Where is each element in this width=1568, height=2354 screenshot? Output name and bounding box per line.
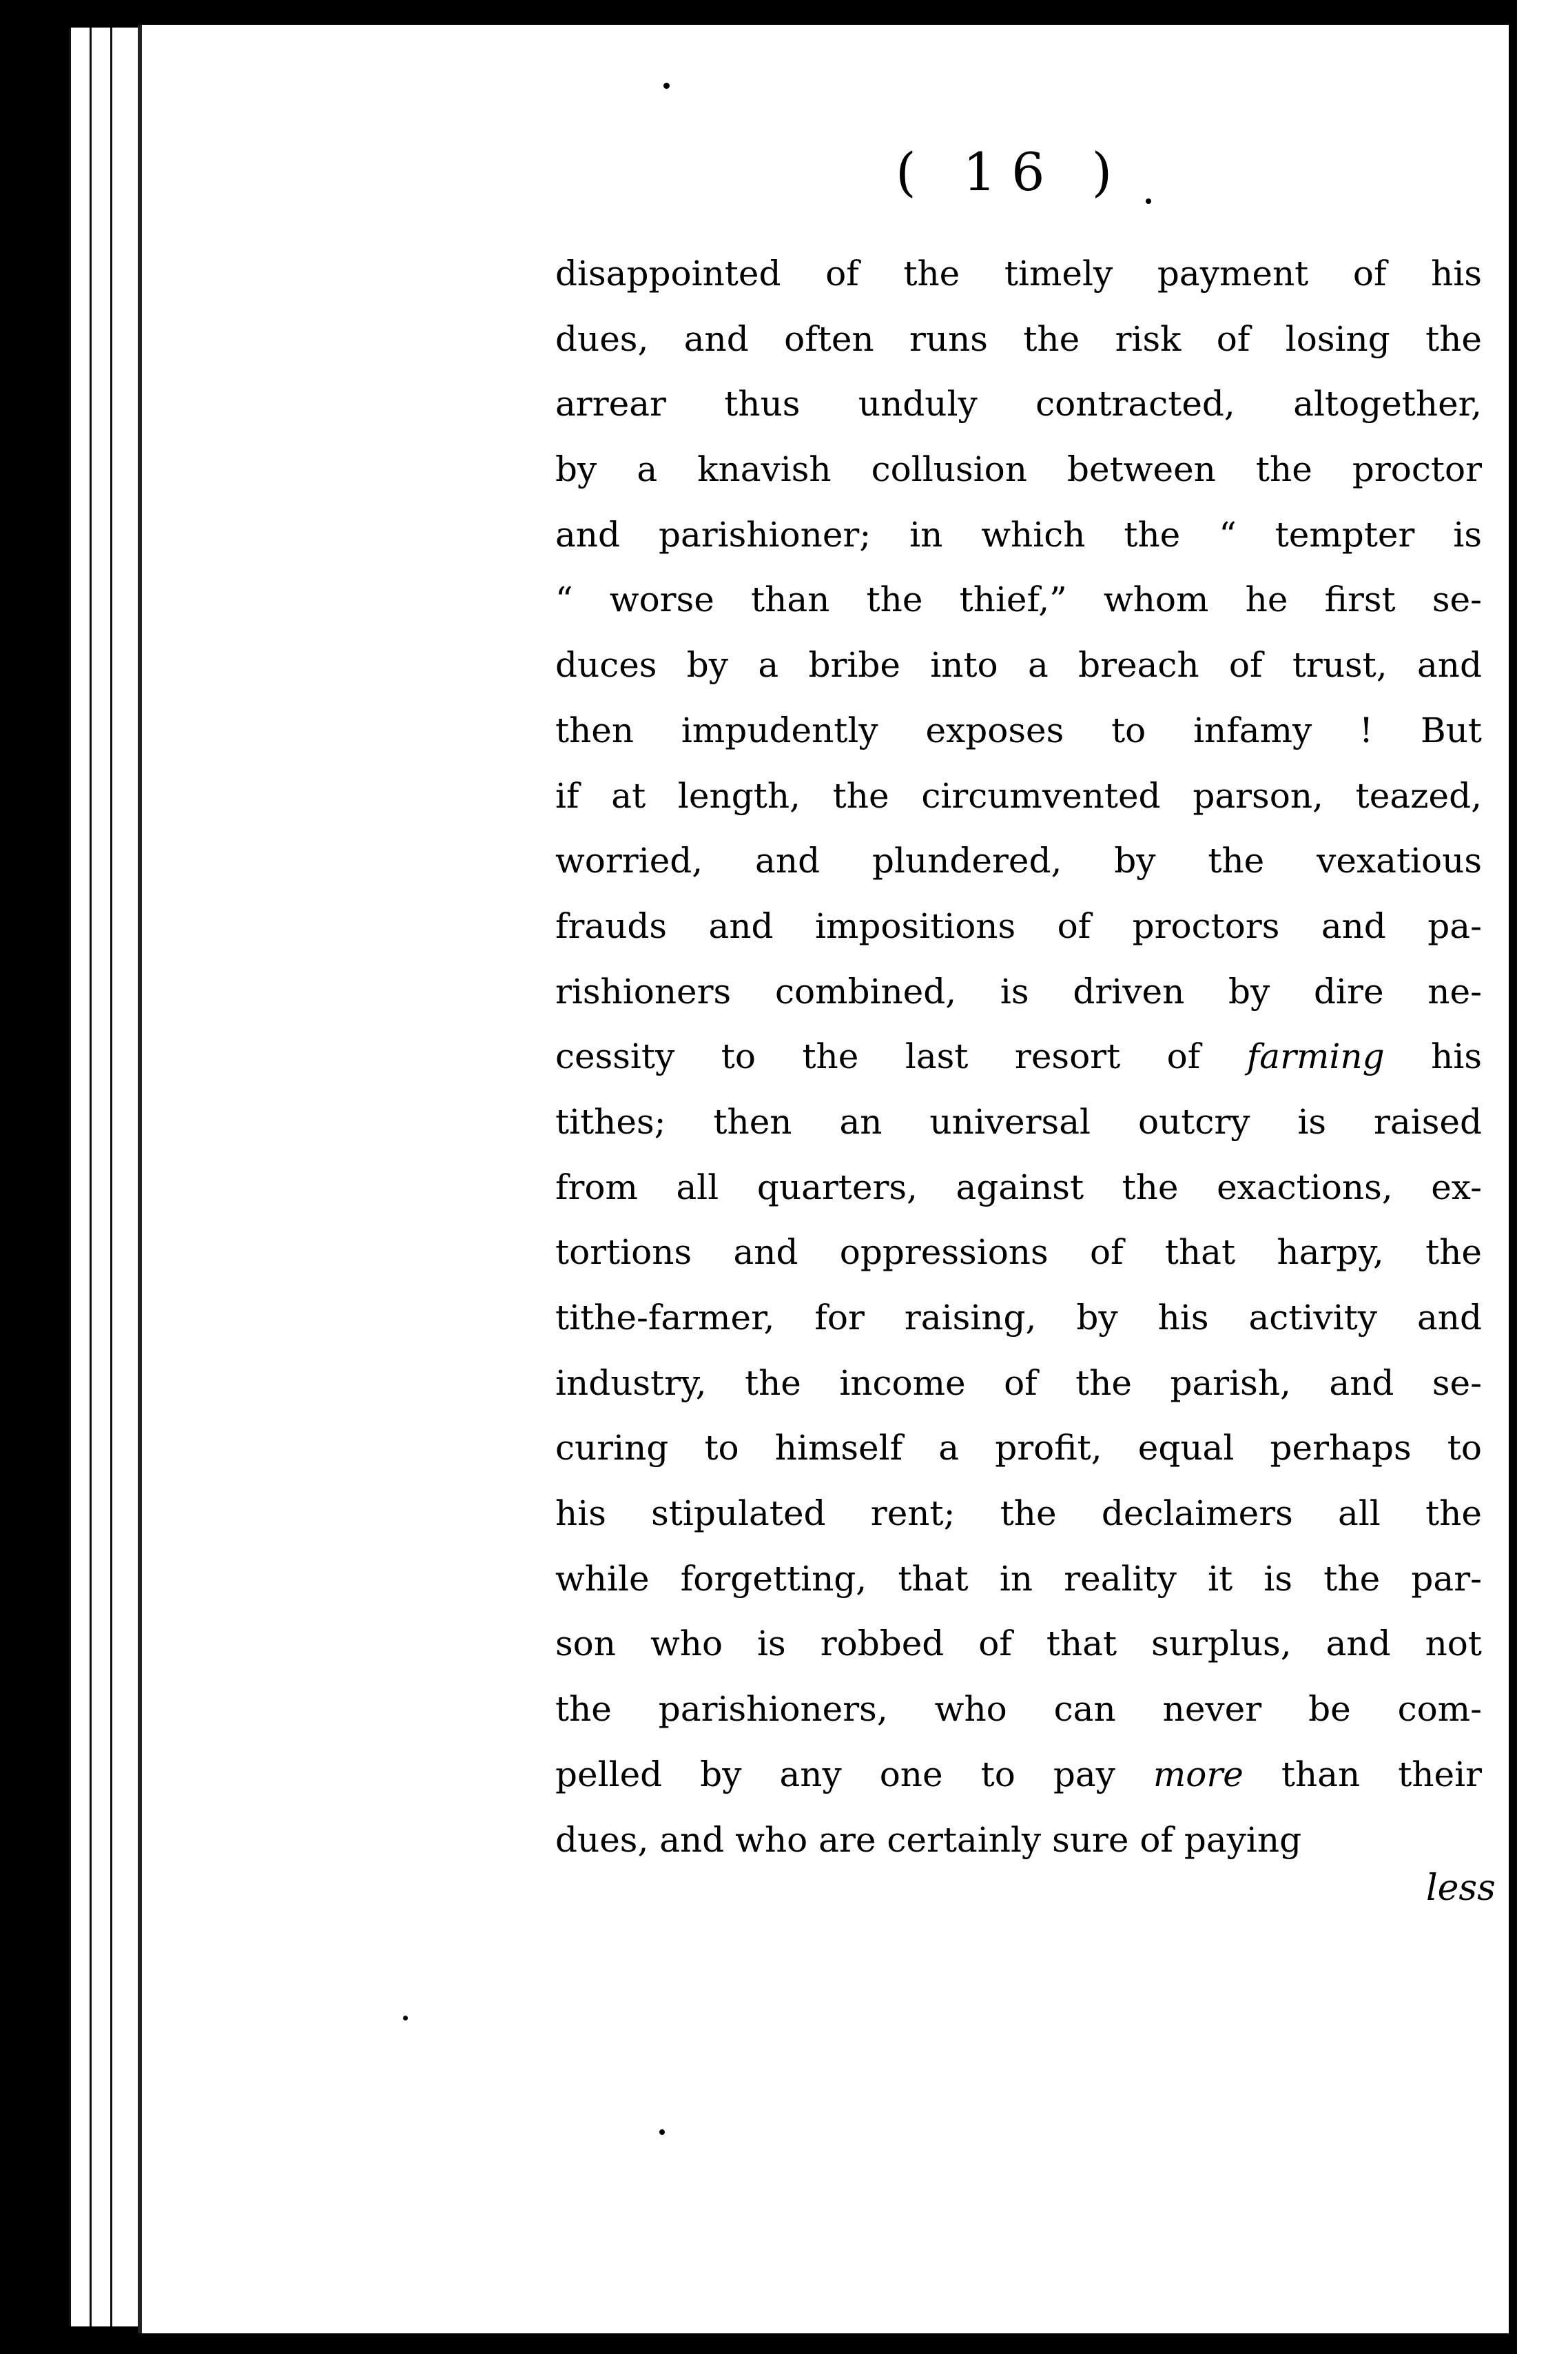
text-run: his stipulated rent; the declaimers all the — [555, 1493, 1482, 1534]
text-line — [555, 1481, 1482, 1546]
text-line — [555, 1285, 1482, 1351]
italic-word: more — [1153, 1754, 1244, 1794]
text-line — [555, 1611, 1482, 1677]
text-run: tithes; then an universal outcry is raised — [555, 1101, 1482, 1142]
text-run: disappointed of the timely payment of his — [555, 254, 1482, 294]
catchword: less — [1426, 1867, 1496, 1909]
text-run: than their — [1243, 1754, 1483, 1794]
text-run: frauds and impositions of proctors and pa- — [555, 905, 1482, 946]
text-run: then impudently exposes to infamy ! But — [555, 710, 1482, 750]
page-stack-edge — [110, 28, 140, 2326]
text-run: tortions and oppressions of that harpy, the — [555, 1232, 1482, 1273]
ink-speck — [10, 628, 17, 637]
text-line — [555, 894, 1482, 959]
text-run: son who is robbed of that surplus, and not — [555, 1624, 1482, 1664]
text-line — [555, 698, 1482, 764]
text-line — [555, 828, 1482, 894]
text-run: dues, and often runs the risk of losing the — [555, 318, 1482, 359]
text-run: from all quarters, against the exactions, ex- — [555, 1167, 1482, 1207]
text-run: while forgetting, that in reality it is the par- — [555, 1558, 1482, 1599]
text-line — [555, 241, 1482, 307]
text-run: cessity to the last resort of — [555, 1036, 1247, 1077]
text-line — [555, 764, 1482, 829]
text-run: his — [1384, 1036, 1483, 1077]
text-line — [555, 1677, 1482, 1742]
text-run: arrear thus unduly contracted, altogether, — [555, 384, 1482, 424]
page-body-text — [555, 241, 1482, 1872]
ink-speck — [659, 2129, 665, 2135]
text-run: pelled by any one to pay — [555, 1754, 1153, 1794]
text-line — [555, 502, 1482, 568]
text-line — [555, 567, 1482, 633]
ink-speck — [1146, 198, 1151, 204]
text-run: the parishioners, who can never be com- — [555, 1689, 1482, 1730]
text-line — [555, 1089, 1482, 1155]
text-run: by a knavish collusion between the proctor — [555, 449, 1482, 490]
text-line — [555, 371, 1482, 437]
text-line — [555, 1155, 1482, 1220]
text-run: worried, and plundered, by the vexatious — [555, 841, 1482, 881]
text-run: tithe-farmer, for raising, by his activity and — [555, 1298, 1482, 1338]
text-run: curing to himself a profit, equal perhaps to — [555, 1428, 1482, 1468]
text-run: industry, the income of the parish, and se- — [555, 1362, 1482, 1403]
text-line — [555, 1024, 1482, 1089]
text-run: and parishioner; in which the “ tempter is — [555, 514, 1482, 555]
text-run: if at length, the circumvented parson, teazed, — [555, 775, 1482, 816]
text-line — [555, 437, 1482, 502]
text-line — [555, 1808, 1482, 1873]
text-line — [555, 307, 1482, 372]
text-line — [555, 1546, 1482, 1612]
text-run: dues, and who are certainly sure of paying — [555, 1819, 1302, 1860]
text-line — [555, 633, 1482, 698]
text-line — [555, 1742, 1482, 1808]
italic-word: farming — [1246, 1036, 1385, 1077]
text-line — [555, 1415, 1482, 1481]
page-number: ( 16 ) — [896, 141, 1128, 203]
text-line — [555, 1220, 1482, 1285]
text-line — [555, 1351, 1482, 1416]
text-run: duces by a bribe into a breach of trust, and — [555, 645, 1482, 686]
ink-speck — [663, 83, 670, 89]
text-run: “ worse than the thief,” whom he first se- — [555, 580, 1482, 620]
ink-speck — [403, 2016, 408, 2020]
text-run: rishioners combined, is driven by dire ne- — [555, 971, 1482, 1012]
facing-page-edge — [1513, 0, 1568, 2354]
text-line — [555, 959, 1482, 1025]
